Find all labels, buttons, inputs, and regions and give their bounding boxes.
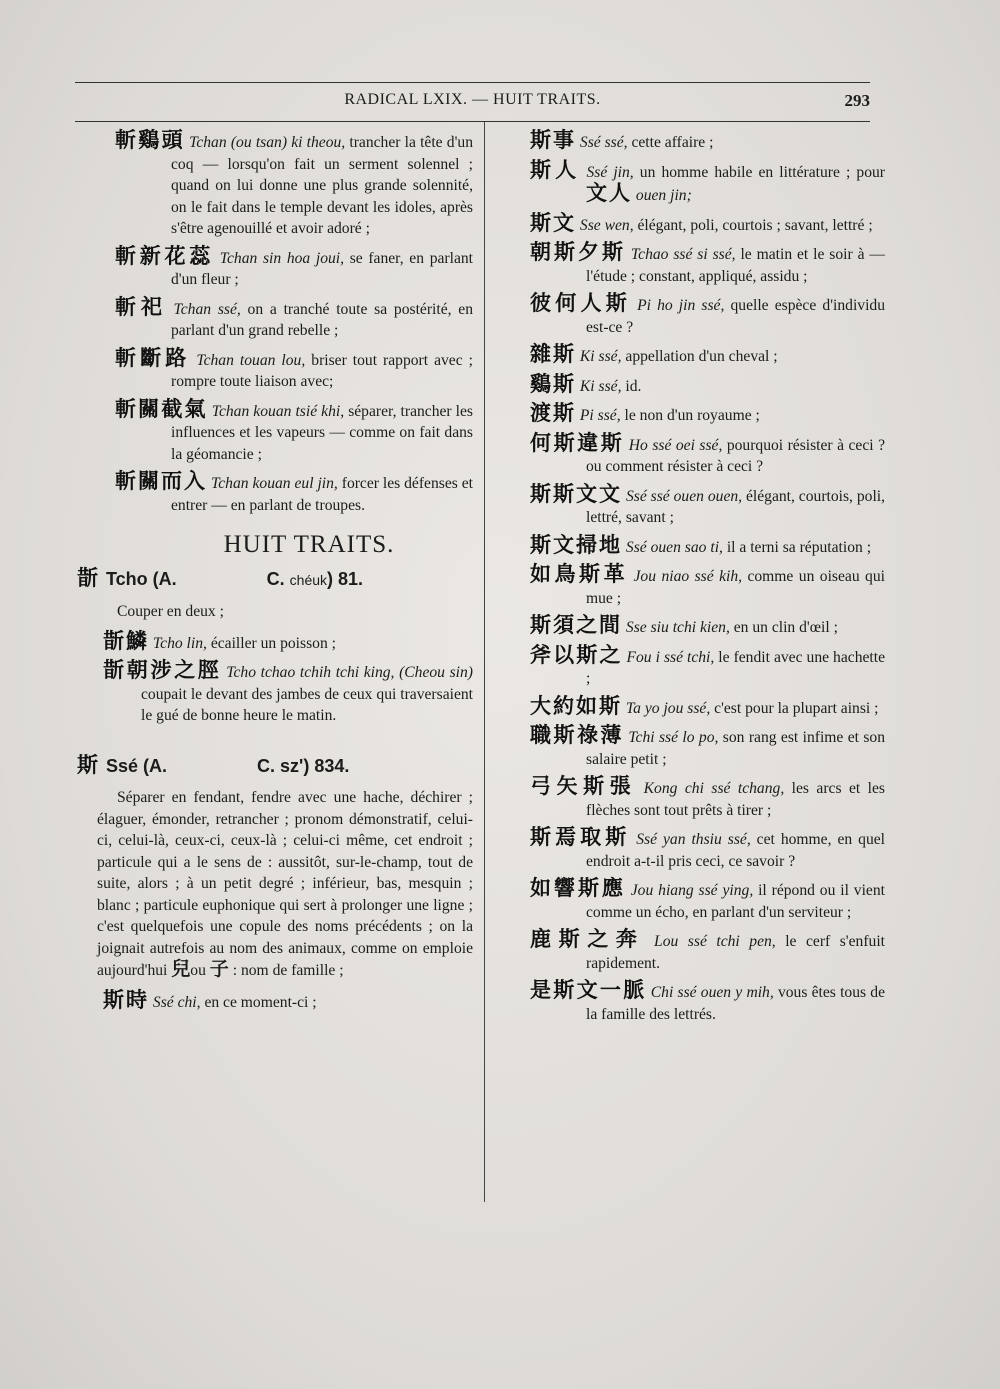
definition-sse: Séparer en fendant, fendre avec une hache, déchirer ; élaguer, émonder, retrancher ; pronom démonstratif, celui-ci, celui-là, ceux-ci, ceux-là ; celui-ci même, cet endroit ; particule qui a le sens de : aussitôt, sur-le-champ, tout de suite, alors ; à un petit degré ; inférieur, bas, mesquin ; blanc ; particule euphonique qui sert à prolonger une ligne ; c'est quelquefois une copule des noms précédents ; on la joignait autrefois au nom des animaux, comme on emploie aujourd'hui 兒ou 子 : nom de famille ;: [97, 789, 473, 980]
entry-characters: 斬祀: [115, 294, 167, 319]
entry-romanization: Ssé ssé ouen ouen,: [625, 487, 743, 505]
entry-romanization: Tcho tchao tchih tchi king, (Cheou sin): [226, 664, 473, 681]
entry-definition: séparer, trancher les influences et les vapeurs — comme on fait dans la géomancie ;: [171, 402, 473, 463]
entry-definition: le fendit avec une hachette ;: [586, 648, 885, 687]
entry-definition: coupait le devant des jambes de ceux qui traversaient le gué de bonne heure le matin.: [141, 685, 473, 724]
dictionary-entry: [530, 642, 885, 690]
entry-definition: son rang est infime et son salaire petit ;: [586, 729, 885, 768]
entry-characters: 斯事: [530, 128, 576, 152]
dictionary-entry: [530, 291, 885, 338]
dictionary-entry: [530, 613, 885, 639]
entry-definition: le non d'un royaume ;: [620, 407, 760, 424]
entry-romanization: Ki ssé,: [579, 377, 622, 395]
entry-characters: 鹿斯之奔: [530, 927, 645, 951]
entry-characters: 斯須之間: [530, 613, 622, 637]
dictionary-entry: [103, 628, 473, 655]
entry-characters: 斬斷路: [115, 345, 191, 370]
headword-char: 斮: [77, 565, 100, 590]
left-column: [77, 128, 473, 1019]
dictionary-entry: [530, 481, 886, 529]
running-title: RADICAL LXIX. — HUIT TRAITS.: [344, 91, 601, 108]
entry-definition: le matin et le soir à — l'étude ; constant, appliqué, assidu ;: [586, 246, 886, 285]
dictionary-entry: [530, 723, 885, 770]
entry-definition: en un clin d'œil ;: [729, 619, 838, 636]
dictionary-entry: [530, 774, 885, 821]
dictionary-entry: [115, 128, 473, 240]
entry-characters: 是斯文一脈: [530, 978, 647, 1002]
entry-characters: 斯文掃地: [530, 532, 622, 557]
entry-romanization: Pi ho jin ssé,: [637, 297, 725, 314]
page-number: 293: [844, 91, 870, 110]
entry-romanization: Tchan kouan eul jin,: [211, 475, 338, 492]
entry-definition: les arcs et les flèches sont tout prêts à tirer ;: [586, 780, 885, 819]
entry-characters: 斬鷄頭: [115, 128, 185, 152]
entry-characters: 斬關截氣: [115, 396, 208, 421]
entry-romanization: Tcho lin,: [152, 634, 207, 652]
entry-definition: un homme habile en littérature ; pour: [633, 163, 885, 181]
entry-romanization: Lou ssé tchi pen,: [654, 933, 776, 950]
headword-char: 斯: [77, 752, 100, 777]
dictionary-entry: [115, 345, 473, 393]
entry-definition: cette affaire ;: [627, 134, 714, 151]
entry-definition: écailler un poisson ;: [206, 634, 336, 652]
dictionary-entry: [115, 294, 473, 342]
entry-characters: 朝斯夕斯: [530, 240, 626, 264]
left-entry-list: [115, 130, 473, 516]
dictionary-entry: [530, 532, 885, 559]
entry-definition: appellation d'un cheval ;: [621, 348, 778, 365]
entry-romanization: Tchan sin hoa joui,: [219, 249, 345, 267]
entry-romanization: Chi ssé ouen y mih,: [650, 984, 774, 1001]
entry-definition: id.: [621, 377, 642, 395]
entry-characters: 如鳥斯革: [530, 562, 629, 586]
entry-romanization: Ssé ouen sao ti,: [625, 538, 723, 556]
entry-definition: élégant, poli, courtois ; savant, lettré ;: [633, 216, 873, 234]
entry-definition: se faner, en parlant d'un fleur ;: [171, 249, 473, 288]
entry-romanization: Tchao ssé si ssé,: [630, 246, 736, 263]
tcho-entry-list: [103, 628, 473, 727]
entry-definition: élégant, courtois, poli, lettré, savant ;: [586, 487, 886, 526]
entry-characters: 雜斯: [530, 342, 576, 366]
dictionary-entry: [530, 562, 885, 609]
entry-romanization: Tchan kouan tsié khi,: [211, 402, 345, 420]
entry-definition: il répond ou il vient comme un écho, en parlant d'un serviteur ;: [586, 882, 885, 921]
entry-characters: 何斯違斯: [530, 430, 625, 455]
right-entry-list: [530, 130, 885, 1025]
entry-characters: 渡斯: [530, 401, 576, 425]
entry-romanization: Pi ssé,: [579, 407, 621, 424]
dictionary-entry: [530, 240, 886, 287]
dictionary-entry: [530, 128, 885, 154]
entry-romanization: Ta yo jou ssé,: [625, 699, 711, 717]
entry-characters: 大約如斯: [530, 693, 622, 718]
entry-romanization: Fou i ssé tchi,: [626, 648, 715, 666]
dictionary-entry: [530, 342, 885, 368]
definition-tcho: Couper en deux ;: [117, 603, 224, 620]
entry-romanization: Tchi ssé lo po,: [628, 729, 719, 746]
entry-characters: 弓矢斯張: [530, 774, 637, 798]
entry-romanization: Ssé yan thsiu ssé,: [636, 831, 751, 848]
dictionary-entry: 斯時 Ssé chi, en ce moment-ci ;: [103, 987, 317, 1012]
entry-characters: 文人: [586, 181, 632, 205]
entry-characters: 斮鱗: [103, 628, 149, 653]
page-header: [75, 82, 870, 122]
entry-characters: 斯斯文文: [530, 481, 623, 506]
dictionary-entry: [530, 693, 885, 720]
headword-sse: 斯 Ssé (A. C. sz') 834.: [77, 752, 350, 777]
entry-romanization: Tchan ssé,: [173, 300, 241, 318]
entry-romanization: Ho ssé oei ssé,: [628, 436, 723, 454]
entry-characters: 斯人: [530, 157, 581, 182]
dictionary-entry: [530, 876, 885, 923]
entry-definition: le cerf s'enfuit rapidement.: [586, 933, 885, 972]
entry-definition: il a terni sa réputation ;: [722, 538, 872, 556]
entry-definition: cet homme, en quel endroit a-t-il pris ceci, ce savoir ?: [586, 831, 885, 870]
entry-definition: comme un oiseau qui mue ;: [586, 568, 885, 607]
entry-characters: 斮朝涉之脛: [103, 658, 222, 682]
entry-romanization: Ssé ssé,: [579, 134, 628, 151]
entry-definition: pourquoi résister à ceci ? ou comment résister à ceci ?: [586, 436, 885, 475]
dictionary-entry: [115, 396, 473, 466]
entry-characters: 斯文: [530, 210, 576, 235]
entry-definition: on a tranché toute sa postérité, en parlant d'un grand rebelle ;: [171, 300, 473, 339]
dictionary-entry: [530, 210, 885, 237]
dictionary-entry: [530, 927, 885, 974]
dictionary-entry: [530, 371, 885, 398]
entry-characters: 斬新花蕊: [115, 243, 215, 268]
entry-romanization: Jou niao ssé kih,: [633, 568, 743, 585]
dictionary-entry: [530, 401, 885, 427]
entry-characters: 斬關而入: [115, 469, 208, 493]
entry-romanization: Tchan (ou tsan) ki theou,: [189, 134, 346, 151]
entry-definition: c'est pour la plupart ainsi ;: [710, 699, 879, 717]
entry-characters: 斯焉取斯: [530, 825, 631, 849]
entry-definition: trancher la tête d'un coq — lorsqu'on fait un serment solennel ; quand on lui donne une plus grande solennité, on le fait dans le temple devant les idoles, après s'être agenouillé et avoir adoré ;: [171, 134, 473, 237]
entry-characters: 彼何人斯: [530, 291, 631, 315]
entry-characters: 斧以斯之: [530, 642, 623, 667]
entry-romanization: Tchan touan lou,: [196, 351, 306, 369]
entry-romanization: Jou hiang ssé ying,: [630, 882, 754, 899]
dictionary-entry: [103, 658, 473, 727]
dictionary-entry: [115, 469, 473, 516]
entry-romanization: Sse wen,: [579, 216, 634, 234]
entry-romanization: Sse siu tchi kien,: [625, 619, 730, 636]
dictionary-entry: [115, 243, 473, 291]
entry-definition: vous êtes tous de la famille des lettrés.: [586, 984, 885, 1023]
dictionary-entry: [530, 978, 885, 1025]
entry-romanization: Ssé jin,: [586, 163, 634, 181]
entry-romanization: Ki ssé,: [579, 348, 622, 365]
entry-characters: 鷄斯: [530, 371, 576, 396]
dictionary-entry: [530, 157, 885, 207]
section-title: HUIT TRAITS.: [223, 531, 395, 558]
column-divider: [484, 122, 485, 1202]
entry-characters: 職斯祿薄: [530, 723, 624, 747]
dictionary-entry: [530, 825, 885, 872]
dictionary-entry: [530, 430, 885, 478]
entry-romanization: ouen jin;: [632, 187, 692, 204]
entry-definition: quelle espèce d'individu est-ce ?: [586, 297, 885, 336]
right-column: [530, 130, 885, 1031]
entry-characters: 如響斯應: [530, 876, 626, 900]
entry-romanization: Kong chi ssé tchang,: [643, 780, 785, 797]
entry-definition: briser tout rapport avec ; rompre toute liaison avec;: [171, 351, 473, 390]
entry-definition: forcer les défenses et entrer — en parlant de troupes.: [171, 475, 473, 514]
headword-tcho: 斮 Tcho (A. C. chéuk) 81.: [77, 565, 364, 590]
